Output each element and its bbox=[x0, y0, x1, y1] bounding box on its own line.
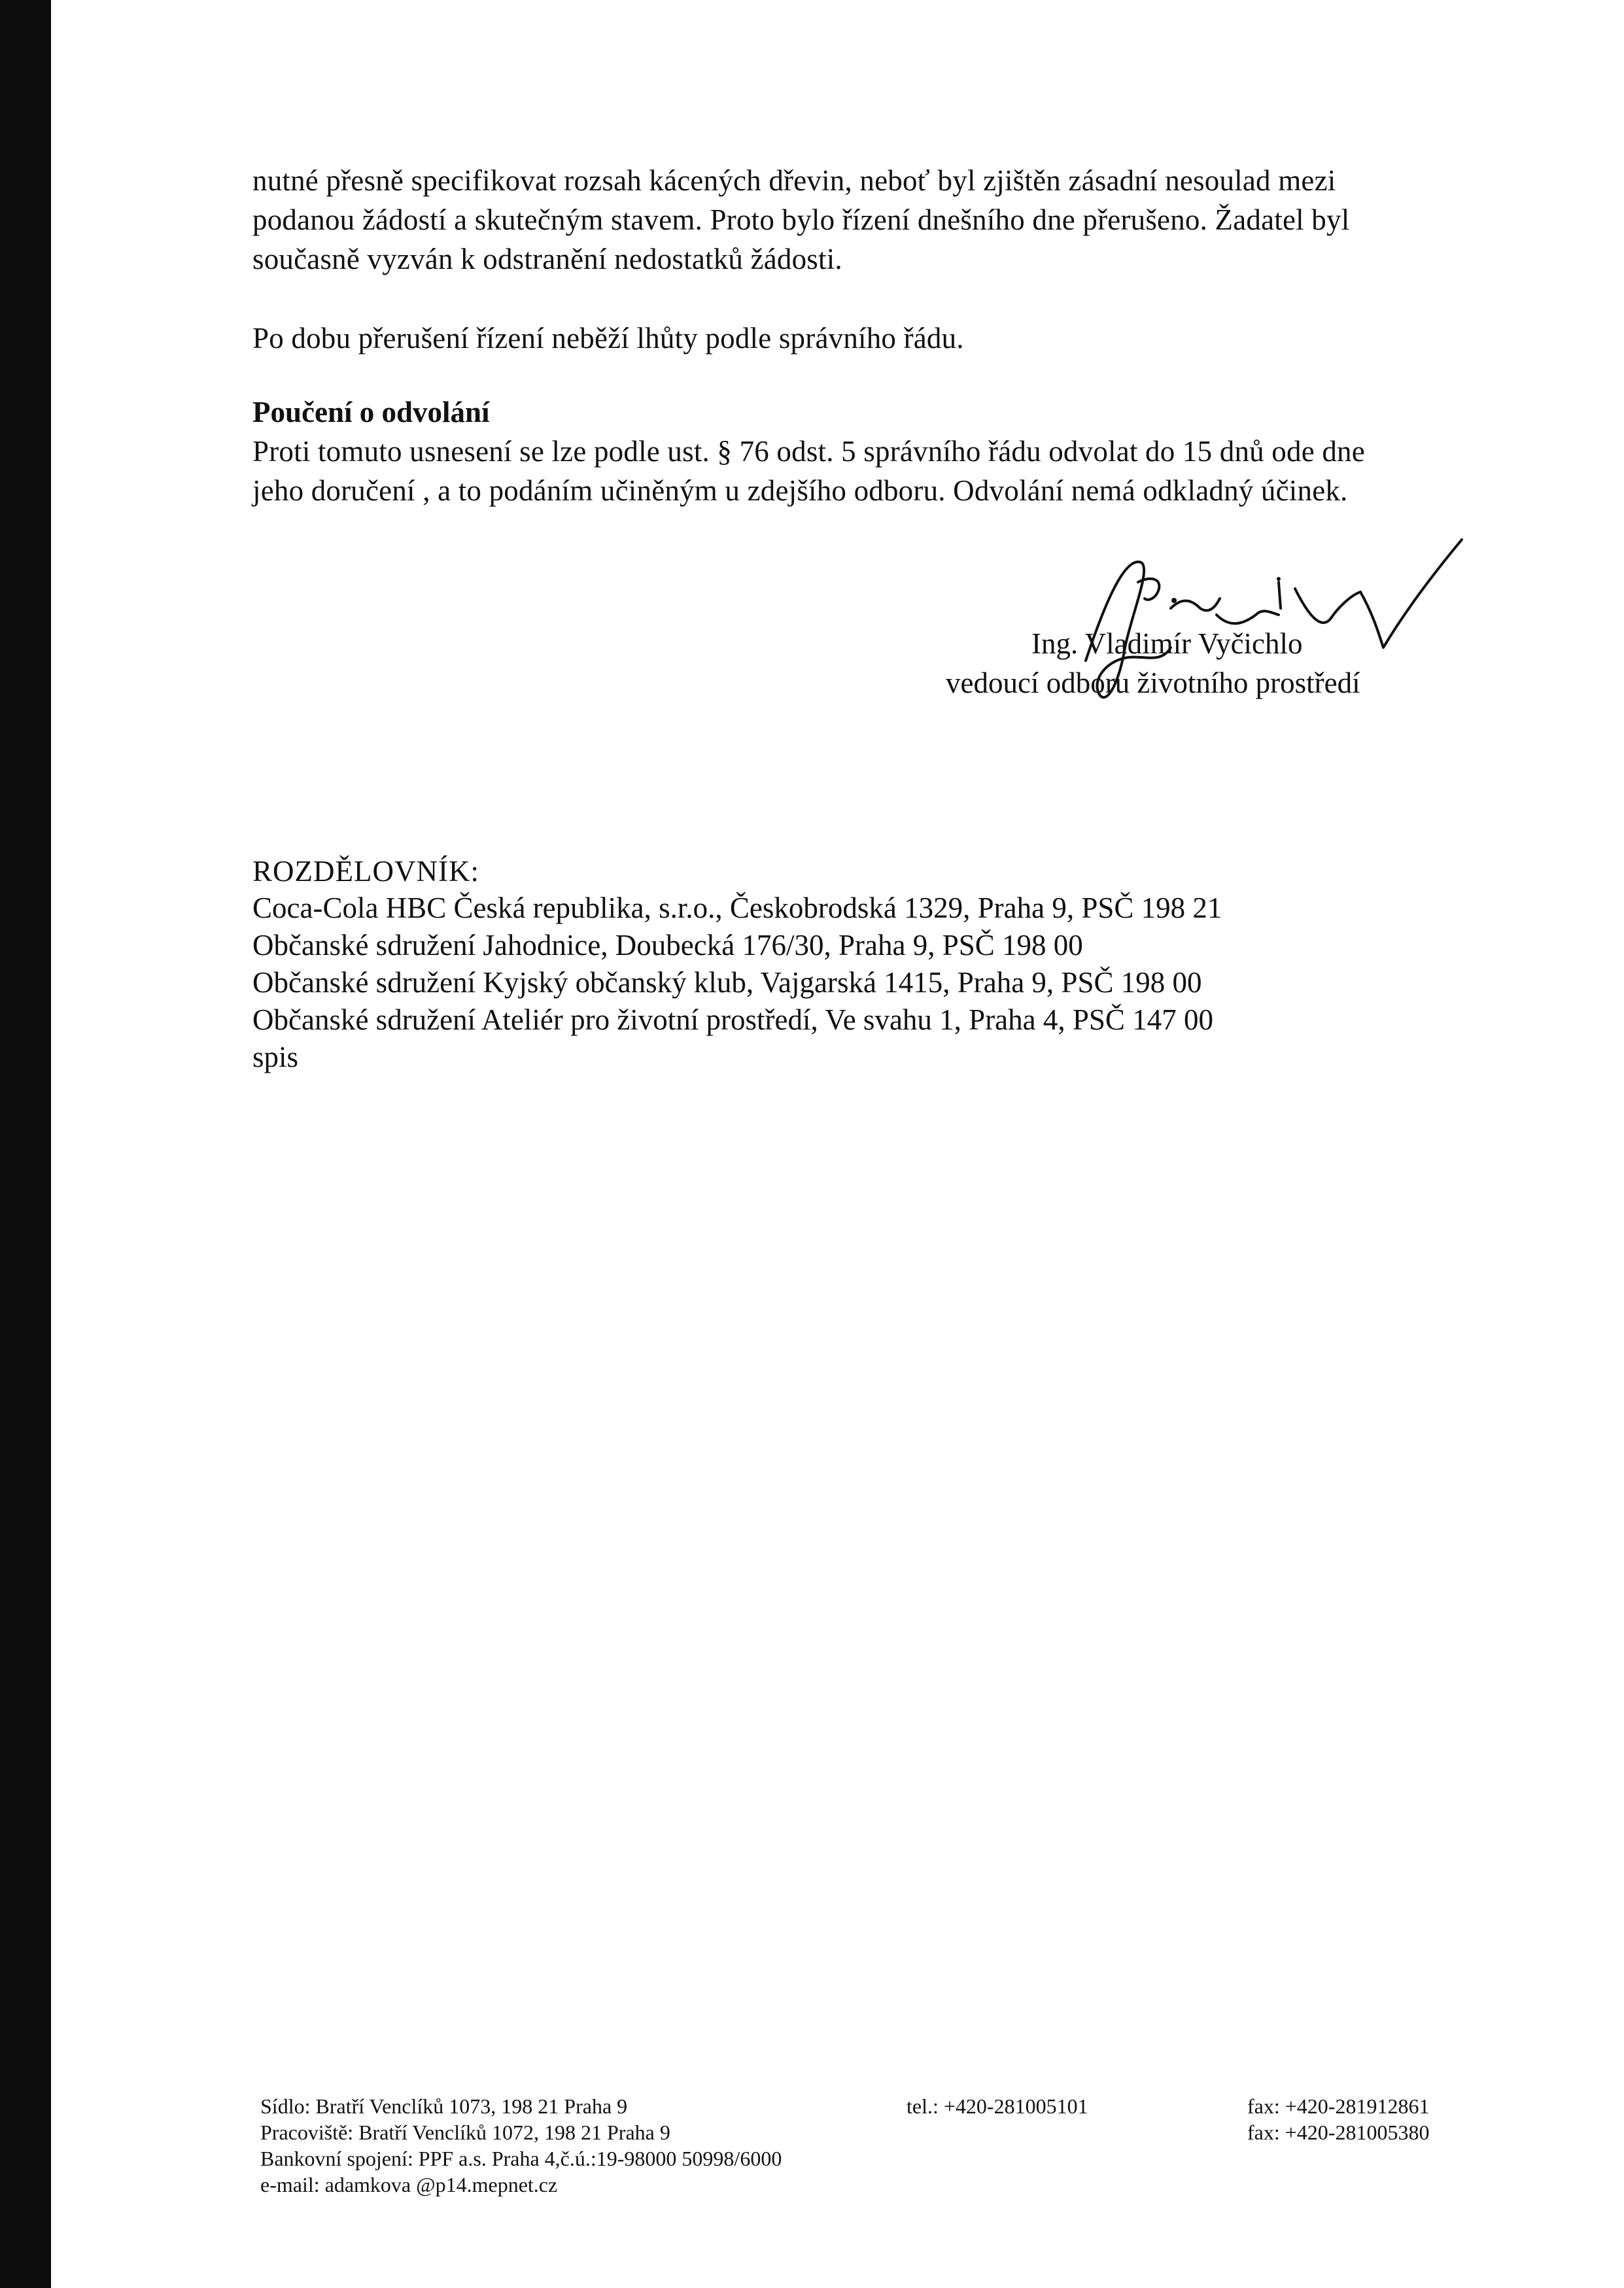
footer-bank: Bankovní spojení: PPF a.s. Praha 4,č.ú.:19-98000 50998/6000 bbox=[260, 2147, 782, 2170]
paragraph-appeal bbox=[252, 432, 1365, 510]
distribution-item: spis bbox=[252, 1041, 299, 1073]
distribution-title: ROZDĚLOVNÍK: bbox=[252, 855, 479, 888]
footer-email: e-mail: adamkova @p14.mepnet.cz bbox=[260, 2173, 558, 2196]
footer-fax: fax: +420-281005380 bbox=[1247, 2121, 1430, 2144]
footer-seat: Sídlo: Bratří Venclíků 1073, 198 21 Praha 9 bbox=[260, 2094, 628, 2118]
paragraph-line: Proti tomuto usnesení se lze podle ust. § 76 odst. 5 správního řádu odvolat do 15 dnů ode dne bbox=[252, 435, 1365, 468]
footer-fax-block bbox=[1247, 2093, 1429, 2145]
paragraph-line: jeho doručení , a to podáním učiněným u zdejšího odboru. Odvolání nemá odkladný účinek. bbox=[252, 474, 1348, 507]
distribution-item: Občanské sdružení Jahodnice, Doubecká 176/30, Praha 9, PSČ 198 00 bbox=[252, 929, 1083, 962]
footer-phone: tel.: +420-281005101 bbox=[907, 2094, 1088, 2118]
appeal-heading: Poučení o odvolání bbox=[252, 396, 490, 428]
distribution-item: Občanské sdružení Ateliér pro životní prostředí, Ve svahu 1, Praha 4, PSČ 147 00 bbox=[252, 1003, 1213, 1036]
paragraph-line: současně vyzván k odstranění nedostatků žádosti. bbox=[252, 243, 842, 275]
footer-workplace: Pracoviště: Bratří Venclíků 1072, 198 21 Praha 9 bbox=[260, 2121, 670, 2144]
paragraph-line: podanou žádostí a skutečným stavem. Proto bylo řízení dnešního dne přerušeno. Žadatel byl bbox=[252, 203, 1350, 236]
paragraph-line: nutné přesně specifikovat rozsah kácených dřevin, neboť byl zjištěn zásadní nesoulad mezi bbox=[252, 164, 1336, 197]
distribution-list bbox=[252, 890, 1222, 1076]
scan-edge-bar bbox=[0, 0, 51, 2288]
signatory-name: Ing. Vladimír Vyčichlo bbox=[1031, 627, 1303, 660]
signatory-role: vedoucí odboru životního prostředí bbox=[946, 667, 1360, 699]
footer-address-block bbox=[260, 2093, 782, 2198]
handwritten-signature bbox=[1020, 517, 1478, 726]
footer-fax: fax: +420-281912861 bbox=[1247, 2094, 1430, 2118]
distribution-item: Občanské sdružení Kyjský občanský klub, Vajgarská 1415, Praha 9, PSČ 198 00 bbox=[252, 966, 1202, 999]
paragraph-interruption bbox=[252, 161, 1349, 279]
distribution-item: Coca-Cola HBC Česká republika, s.r.o., Českobrodská 1329, Praha 9, PSČ 198 21 bbox=[252, 892, 1222, 924]
paragraph-deadlines: Po dobu přerušení řízení neběží lhůty podle správního řádu. bbox=[252, 322, 964, 355]
